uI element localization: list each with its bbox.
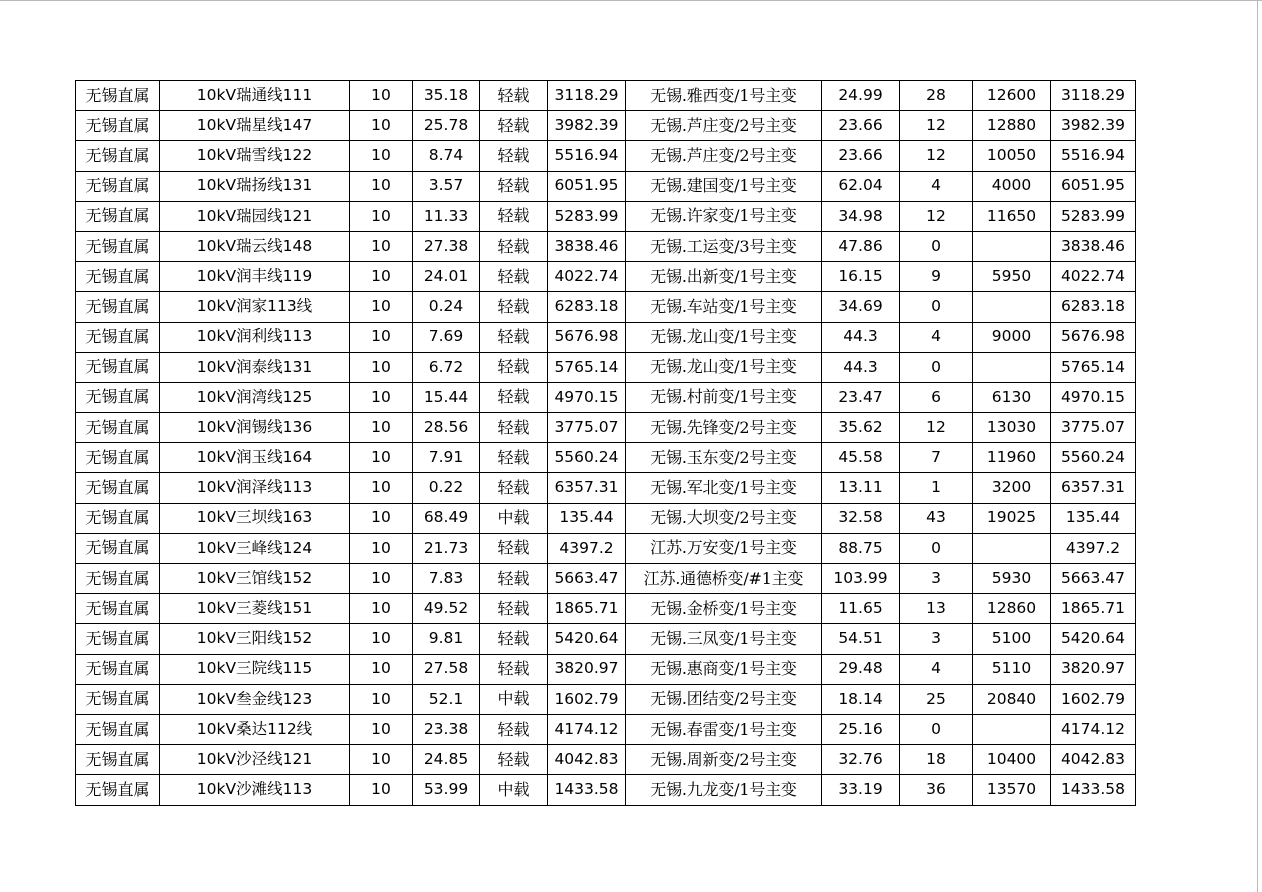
voltage-cell: 10 bbox=[350, 775, 413, 805]
transformer-cell: 无锡.先锋变/2号主变 bbox=[626, 413, 822, 443]
table-row bbox=[76, 745, 1136, 775]
table-row bbox=[76, 714, 1136, 744]
unit-cell: 无锡直属 bbox=[76, 714, 160, 744]
count-cell: 4 bbox=[900, 654, 973, 684]
line-name-cell: 10kV润丰线119 bbox=[160, 262, 350, 292]
capacity-cell: 3820.97 bbox=[548, 654, 626, 684]
table-row bbox=[76, 81, 1136, 111]
margin-cell: 135.44 bbox=[1051, 503, 1136, 533]
transformer-cell: 无锡.龙山变/1号主变 bbox=[626, 352, 822, 382]
count-cell: 3 bbox=[900, 624, 973, 654]
transformer-load-cell: 44.3 bbox=[822, 352, 900, 382]
line-name-cell: 10kV润泽线113 bbox=[160, 473, 350, 503]
load-rate-cell: 25.78 bbox=[413, 111, 480, 141]
load-rate-cell: 6.72 bbox=[413, 352, 480, 382]
load-status-cell: 轻载 bbox=[480, 745, 548, 775]
amount-cell: 12880 bbox=[973, 111, 1051, 141]
load-status-cell: 轻载 bbox=[480, 473, 548, 503]
transformer-load-cell: 32.76 bbox=[822, 745, 900, 775]
load-rate-cell: 68.49 bbox=[413, 503, 480, 533]
capacity-cell: 5420.64 bbox=[548, 624, 626, 654]
unit-cell: 无锡直属 bbox=[76, 684, 160, 714]
voltage-cell: 10 bbox=[350, 564, 413, 594]
margin-cell: 5765.14 bbox=[1051, 352, 1136, 382]
count-cell: 4 bbox=[900, 322, 973, 352]
amount-cell bbox=[973, 533, 1051, 563]
unit-cell: 无锡直属 bbox=[76, 141, 160, 171]
load-status-cell: 轻载 bbox=[480, 443, 548, 473]
transformer-cell: 无锡.春雷变/1号主变 bbox=[626, 714, 822, 744]
unit-cell: 无锡直属 bbox=[76, 111, 160, 141]
count-cell: 12 bbox=[900, 413, 973, 443]
transformer-cell: 无锡.玉东变/2号主变 bbox=[626, 443, 822, 473]
margin-cell: 4970.15 bbox=[1051, 382, 1136, 412]
amount-cell bbox=[973, 292, 1051, 322]
page-right-edge bbox=[1257, 0, 1258, 892]
load-rate-cell: 11.33 bbox=[413, 201, 480, 231]
transformer-cell: 无锡.许家变/1号主变 bbox=[626, 201, 822, 231]
line-name-cell: 10kV瑞雪线122 bbox=[160, 141, 350, 171]
amount-cell: 11650 bbox=[973, 201, 1051, 231]
capacity-cell: 5283.99 bbox=[548, 201, 626, 231]
load-rate-cell: 7.91 bbox=[413, 443, 480, 473]
capacity-cell: 3118.29 bbox=[548, 81, 626, 111]
margin-cell: 1433.58 bbox=[1051, 775, 1136, 805]
load-rate-cell: 23.38 bbox=[413, 714, 480, 744]
transformer-cell: 无锡.团结变/2号主变 bbox=[626, 684, 822, 714]
voltage-cell: 10 bbox=[350, 262, 413, 292]
transformer-load-cell: 25.16 bbox=[822, 714, 900, 744]
capacity-cell: 4397.2 bbox=[548, 533, 626, 563]
table-row bbox=[76, 654, 1136, 684]
transformer-cell: 无锡.工运变/3号主变 bbox=[626, 231, 822, 261]
voltage-cell: 10 bbox=[350, 443, 413, 473]
capacity-cell: 3838.46 bbox=[548, 231, 626, 261]
transformer-load-cell: 34.69 bbox=[822, 292, 900, 322]
load-rate-cell: 0.24 bbox=[413, 292, 480, 322]
table-row bbox=[76, 322, 1136, 352]
transformer-load-cell: 103.99 bbox=[822, 564, 900, 594]
load-status-cell: 轻载 bbox=[480, 352, 548, 382]
table-row bbox=[76, 473, 1136, 503]
transformer-cell: 无锡.金桥变/1号主变 bbox=[626, 594, 822, 624]
margin-cell: 3775.07 bbox=[1051, 413, 1136, 443]
voltage-cell: 10 bbox=[350, 745, 413, 775]
unit-cell: 无锡直属 bbox=[76, 654, 160, 684]
transformer-cell: 无锡.建国变/1号主变 bbox=[626, 171, 822, 201]
line-name-cell: 10kV瑞星线147 bbox=[160, 111, 350, 141]
line-name-cell: 10kV三阳线152 bbox=[160, 624, 350, 654]
load-status-cell: 轻载 bbox=[480, 413, 548, 443]
load-status-cell: 轻载 bbox=[480, 654, 548, 684]
load-rate-cell: 27.58 bbox=[413, 654, 480, 684]
unit-cell: 无锡直属 bbox=[76, 624, 160, 654]
margin-cell: 5283.99 bbox=[1051, 201, 1136, 231]
load-rate-cell: 0.22 bbox=[413, 473, 480, 503]
load-rate-cell: 27.38 bbox=[413, 231, 480, 261]
voltage-cell: 10 bbox=[350, 413, 413, 443]
voltage-cell: 10 bbox=[350, 171, 413, 201]
unit-cell: 无锡直属 bbox=[76, 564, 160, 594]
unit-cell: 无锡直属 bbox=[76, 775, 160, 805]
table-row bbox=[76, 564, 1136, 594]
amount-cell bbox=[973, 352, 1051, 382]
margin-cell: 3838.46 bbox=[1051, 231, 1136, 261]
voltage-cell: 10 bbox=[350, 141, 413, 171]
voltage-cell: 10 bbox=[350, 201, 413, 231]
amount-cell: 9000 bbox=[973, 322, 1051, 352]
line-name-cell: 10kV沙滩线113 bbox=[160, 775, 350, 805]
line-name-cell: 10kV瑞云线148 bbox=[160, 231, 350, 261]
count-cell: 25 bbox=[900, 684, 973, 714]
line-name-cell: 10kV三馆线152 bbox=[160, 564, 350, 594]
capacity-cell: 4042.83 bbox=[548, 745, 626, 775]
amount-cell: 4000 bbox=[973, 171, 1051, 201]
line-name-cell: 10kV瑞园线121 bbox=[160, 201, 350, 231]
transformer-cell: 无锡.芦庄变/2号主变 bbox=[626, 111, 822, 141]
unit-cell: 无锡直属 bbox=[76, 352, 160, 382]
voltage-cell: 10 bbox=[350, 231, 413, 261]
amount-cell: 11960 bbox=[973, 443, 1051, 473]
load-status-cell: 轻载 bbox=[480, 714, 548, 744]
line-name-cell: 10kV润玉线164 bbox=[160, 443, 350, 473]
count-cell: 12 bbox=[900, 111, 973, 141]
count-cell: 0 bbox=[900, 231, 973, 261]
load-status-cell: 轻载 bbox=[480, 141, 548, 171]
table-row bbox=[76, 201, 1136, 231]
voltage-cell: 10 bbox=[350, 352, 413, 382]
table-row bbox=[76, 111, 1136, 141]
amount-cell: 12860 bbox=[973, 594, 1051, 624]
load-status-cell: 轻载 bbox=[480, 171, 548, 201]
transformer-cell: 无锡.雅西变/1号主变 bbox=[626, 81, 822, 111]
margin-cell: 4174.12 bbox=[1051, 714, 1136, 744]
margin-cell: 6357.31 bbox=[1051, 473, 1136, 503]
transformer-cell: 无锡.三凤变/1号主变 bbox=[626, 624, 822, 654]
amount-cell: 19025 bbox=[973, 503, 1051, 533]
voltage-cell: 10 bbox=[350, 81, 413, 111]
transformer-cell: 江苏.万安变/1号主变 bbox=[626, 533, 822, 563]
count-cell: 18 bbox=[900, 745, 973, 775]
voltage-cell: 10 bbox=[350, 292, 413, 322]
capacity-cell: 5560.24 bbox=[548, 443, 626, 473]
count-cell: 0 bbox=[900, 352, 973, 382]
load-rate-cell: 52.1 bbox=[413, 684, 480, 714]
unit-cell: 无锡直属 bbox=[76, 171, 160, 201]
voltage-cell: 10 bbox=[350, 111, 413, 141]
margin-cell: 5676.98 bbox=[1051, 322, 1136, 352]
capacity-cell: 1433.58 bbox=[548, 775, 626, 805]
unit-cell: 无锡直属 bbox=[76, 443, 160, 473]
load-status-cell: 轻载 bbox=[480, 292, 548, 322]
margin-cell: 1865.71 bbox=[1051, 594, 1136, 624]
count-cell: 12 bbox=[900, 141, 973, 171]
count-cell: 12 bbox=[900, 201, 973, 231]
capacity-cell: 135.44 bbox=[548, 503, 626, 533]
margin-cell: 4397.2 bbox=[1051, 533, 1136, 563]
line-name-cell: 10kV润泰线131 bbox=[160, 352, 350, 382]
table-row bbox=[76, 624, 1136, 654]
table-row bbox=[76, 443, 1136, 473]
load-status-cell: 轻载 bbox=[480, 594, 548, 624]
feeder-load-table bbox=[75, 80, 1136, 806]
voltage-cell: 10 bbox=[350, 322, 413, 352]
line-name-cell: 10kV瑞扬线131 bbox=[160, 171, 350, 201]
table-row bbox=[76, 231, 1136, 261]
amount-cell: 12600 bbox=[973, 81, 1051, 111]
line-name-cell: 10kV三院线115 bbox=[160, 654, 350, 684]
count-cell: 4 bbox=[900, 171, 973, 201]
transformer-load-cell: 16.15 bbox=[822, 262, 900, 292]
line-name-cell: 10kV润利线113 bbox=[160, 322, 350, 352]
margin-cell: 6051.95 bbox=[1051, 171, 1136, 201]
unit-cell: 无锡直属 bbox=[76, 745, 160, 775]
count-cell: 13 bbox=[900, 594, 973, 624]
margin-cell: 4042.83 bbox=[1051, 745, 1136, 775]
unit-cell: 无锡直属 bbox=[76, 503, 160, 533]
amount-cell: 5110 bbox=[973, 654, 1051, 684]
table-row bbox=[76, 533, 1136, 563]
transformer-load-cell: 45.58 bbox=[822, 443, 900, 473]
transformer-cell: 无锡.村前变/1号主变 bbox=[626, 382, 822, 412]
capacity-cell: 6051.95 bbox=[548, 171, 626, 201]
capacity-cell: 1602.79 bbox=[548, 684, 626, 714]
load-status-cell: 轻载 bbox=[480, 564, 548, 594]
voltage-cell: 10 bbox=[350, 533, 413, 563]
capacity-cell: 6283.18 bbox=[548, 292, 626, 322]
margin-cell: 5560.24 bbox=[1051, 443, 1136, 473]
capacity-cell: 4022.74 bbox=[548, 262, 626, 292]
capacity-cell: 3982.39 bbox=[548, 111, 626, 141]
amount-cell: 20840 bbox=[973, 684, 1051, 714]
amount-cell bbox=[973, 714, 1051, 744]
unit-cell: 无锡直属 bbox=[76, 81, 160, 111]
margin-cell: 5663.47 bbox=[1051, 564, 1136, 594]
table-row bbox=[76, 262, 1136, 292]
margin-cell: 6283.18 bbox=[1051, 292, 1136, 322]
table-row bbox=[76, 503, 1136, 533]
load-rate-cell: 7.83 bbox=[413, 564, 480, 594]
count-cell: 28 bbox=[900, 81, 973, 111]
load-status-cell: 中载 bbox=[480, 775, 548, 805]
table-row bbox=[76, 594, 1136, 624]
transformer-cell: 无锡.周新变/2号主变 bbox=[626, 745, 822, 775]
capacity-cell: 4970.15 bbox=[548, 382, 626, 412]
load-rate-cell: 24.85 bbox=[413, 745, 480, 775]
capacity-cell: 5663.47 bbox=[548, 564, 626, 594]
capacity-cell: 5765.14 bbox=[548, 352, 626, 382]
voltage-cell: 10 bbox=[350, 382, 413, 412]
capacity-cell: 3775.07 bbox=[548, 413, 626, 443]
line-name-cell: 10kV润湾线125 bbox=[160, 382, 350, 412]
line-name-cell: 10kV叁金线123 bbox=[160, 684, 350, 714]
margin-cell: 3118.29 bbox=[1051, 81, 1136, 111]
table-row bbox=[76, 413, 1136, 443]
capacity-cell: 6357.31 bbox=[548, 473, 626, 503]
amount-cell: 5930 bbox=[973, 564, 1051, 594]
transformer-load-cell: 29.48 bbox=[822, 654, 900, 684]
margin-cell: 1602.79 bbox=[1051, 684, 1136, 714]
load-rate-cell: 3.57 bbox=[413, 171, 480, 201]
load-status-cell: 轻载 bbox=[480, 201, 548, 231]
table-row bbox=[76, 292, 1136, 322]
capacity-cell: 5516.94 bbox=[548, 141, 626, 171]
amount-cell: 10050 bbox=[973, 141, 1051, 171]
transformer-load-cell: 44.3 bbox=[822, 322, 900, 352]
transformer-load-cell: 62.04 bbox=[822, 171, 900, 201]
table-row bbox=[76, 141, 1136, 171]
table-row bbox=[76, 382, 1136, 412]
unit-cell: 无锡直属 bbox=[76, 322, 160, 352]
transformer-load-cell: 18.14 bbox=[822, 684, 900, 714]
unit-cell: 无锡直属 bbox=[76, 382, 160, 412]
amount-cell: 13570 bbox=[973, 775, 1051, 805]
load-status-cell: 轻载 bbox=[480, 533, 548, 563]
transformer-load-cell: 32.58 bbox=[822, 503, 900, 533]
load-rate-cell: 49.52 bbox=[413, 594, 480, 624]
unit-cell: 无锡直属 bbox=[76, 533, 160, 563]
line-name-cell: 10kV瑞通线111 bbox=[160, 81, 350, 111]
transformer-load-cell: 34.98 bbox=[822, 201, 900, 231]
voltage-cell: 10 bbox=[350, 684, 413, 714]
line-name-cell: 10kV沙泾线121 bbox=[160, 745, 350, 775]
transformer-load-cell: 54.51 bbox=[822, 624, 900, 654]
unit-cell: 无锡直属 bbox=[76, 292, 160, 322]
load-status-cell: 中载 bbox=[480, 503, 548, 533]
table-row bbox=[76, 171, 1136, 201]
unit-cell: 无锡直属 bbox=[76, 231, 160, 261]
amount-cell: 3200 bbox=[973, 473, 1051, 503]
table-row bbox=[76, 684, 1136, 714]
count-cell: 36 bbox=[900, 775, 973, 805]
margin-cell: 4022.74 bbox=[1051, 262, 1136, 292]
table-row bbox=[76, 352, 1136, 382]
count-cell: 0 bbox=[900, 292, 973, 322]
load-status-cell: 轻载 bbox=[480, 111, 548, 141]
amount-cell: 6130 bbox=[973, 382, 1051, 412]
unit-cell: 无锡直属 bbox=[76, 594, 160, 624]
transformer-cell: 江苏.通德桥变/#1主变 bbox=[626, 564, 822, 594]
line-name-cell: 10kV桑达112线 bbox=[160, 714, 350, 744]
voltage-cell: 10 bbox=[350, 624, 413, 654]
unit-cell: 无锡直属 bbox=[76, 473, 160, 503]
margin-cell: 3982.39 bbox=[1051, 111, 1136, 141]
voltage-cell: 10 bbox=[350, 594, 413, 624]
count-cell: 43 bbox=[900, 503, 973, 533]
unit-cell: 无锡直属 bbox=[76, 262, 160, 292]
load-status-cell: 轻载 bbox=[480, 624, 548, 654]
load-status-cell: 轻载 bbox=[480, 262, 548, 292]
margin-cell: 3820.97 bbox=[1051, 654, 1136, 684]
transformer-load-cell: 47.86 bbox=[822, 231, 900, 261]
load-rate-cell: 7.69 bbox=[413, 322, 480, 352]
line-name-cell: 10kV润锡线136 bbox=[160, 413, 350, 443]
load-status-cell: 轻载 bbox=[480, 231, 548, 261]
load-rate-cell: 21.73 bbox=[413, 533, 480, 563]
transformer-load-cell: 23.66 bbox=[822, 141, 900, 171]
unit-cell: 无锡直属 bbox=[76, 201, 160, 231]
unit-cell: 无锡直属 bbox=[76, 413, 160, 443]
capacity-cell: 4174.12 bbox=[548, 714, 626, 744]
transformer-cell: 无锡.惠商变/1号主变 bbox=[626, 654, 822, 684]
load-rate-cell: 24.01 bbox=[413, 262, 480, 292]
count-cell: 0 bbox=[900, 714, 973, 744]
load-rate-cell: 8.74 bbox=[413, 141, 480, 171]
transformer-cell: 无锡.车站变/1号主变 bbox=[626, 292, 822, 322]
transformer-cell: 无锡.大坝变/2号主变 bbox=[626, 503, 822, 533]
line-name-cell: 10kV润家113线 bbox=[160, 292, 350, 322]
count-cell: 6 bbox=[900, 382, 973, 412]
transformer-load-cell: 24.99 bbox=[822, 81, 900, 111]
load-rate-cell: 15.44 bbox=[413, 382, 480, 412]
load-rate-cell: 9.81 bbox=[413, 624, 480, 654]
table-row bbox=[76, 775, 1136, 805]
load-status-cell: 中载 bbox=[480, 684, 548, 714]
line-name-cell: 10kV三峰线124 bbox=[160, 533, 350, 563]
count-cell: 9 bbox=[900, 262, 973, 292]
margin-cell: 5516.94 bbox=[1051, 141, 1136, 171]
transformer-load-cell: 11.65 bbox=[822, 594, 900, 624]
voltage-cell: 10 bbox=[350, 714, 413, 744]
transformer-cell: 无锡.龙山变/1号主变 bbox=[626, 322, 822, 352]
capacity-cell: 5676.98 bbox=[548, 322, 626, 352]
load-rate-cell: 53.99 bbox=[413, 775, 480, 805]
amount-cell: 5950 bbox=[973, 262, 1051, 292]
voltage-cell: 10 bbox=[350, 473, 413, 503]
count-cell: 1 bbox=[900, 473, 973, 503]
load-rate-cell: 35.18 bbox=[413, 81, 480, 111]
voltage-cell: 10 bbox=[350, 654, 413, 684]
margin-cell: 5420.64 bbox=[1051, 624, 1136, 654]
load-rate-cell: 28.56 bbox=[413, 413, 480, 443]
load-status-cell: 轻载 bbox=[480, 322, 548, 352]
transformer-load-cell: 23.47 bbox=[822, 382, 900, 412]
transformer-cell: 无锡.军北变/1号主变 bbox=[626, 473, 822, 503]
page-top-edge bbox=[0, 0, 1262, 1]
amount-cell: 10400 bbox=[973, 745, 1051, 775]
capacity-cell: 1865.71 bbox=[548, 594, 626, 624]
table-body bbox=[76, 81, 1136, 806]
count-cell: 0 bbox=[900, 533, 973, 563]
transformer-load-cell: 23.66 bbox=[822, 111, 900, 141]
amount-cell bbox=[973, 231, 1051, 261]
line-name-cell: 10kV三坝线163 bbox=[160, 503, 350, 533]
transformer-load-cell: 88.75 bbox=[822, 533, 900, 563]
line-name-cell: 10kV三菱线151 bbox=[160, 594, 350, 624]
count-cell: 7 bbox=[900, 443, 973, 473]
transformer-load-cell: 33.19 bbox=[822, 775, 900, 805]
load-status-cell: 轻载 bbox=[480, 81, 548, 111]
transformer-load-cell: 35.62 bbox=[822, 413, 900, 443]
transformer-cell: 无锡.九龙变/1号主变 bbox=[626, 775, 822, 805]
voltage-cell: 10 bbox=[350, 503, 413, 533]
transformer-load-cell: 13.11 bbox=[822, 473, 900, 503]
load-status-cell: 轻载 bbox=[480, 382, 548, 412]
amount-cell: 13030 bbox=[973, 413, 1051, 443]
transformer-cell: 无锡.出新变/1号主变 bbox=[626, 262, 822, 292]
amount-cell: 5100 bbox=[973, 624, 1051, 654]
transformer-cell: 无锡.芦庄变/2号主变 bbox=[626, 141, 822, 171]
count-cell: 3 bbox=[900, 564, 973, 594]
